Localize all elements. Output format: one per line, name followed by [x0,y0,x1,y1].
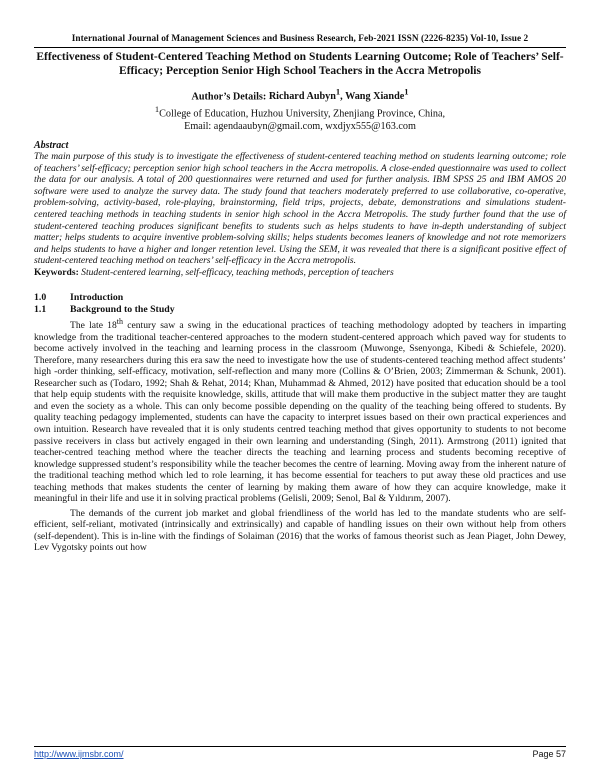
keywords [34,267,566,279]
body-text [34,316,566,554]
author-details: Author’s Details: Richard Aubyn$^1$, Wang Xiande$^1$ [191,87,409,103]
paper-title: Effectiveness of Student-Centered Teaching Method on Students Learning Outcome; Role of Teachers’ Self-Efficacy; Perception Senior High School Teachers in the Accra Metropolis [36,51,564,77]
keywords-label: Keywords: [34,266,79,278]
ordinal-sup: th [116,316,124,326]
section-number: 1.1 [34,304,47,316]
author-email: Email: agendaaubyn@gmail.com, wxdjyx555@163.com [184,121,416,133]
author-name: Wang Xiande [345,91,405,103]
page-footer [34,746,566,759]
section-title: Introduction [70,292,124,304]
abstract-text: The main purpose of this study is to investigate the effectiveness of student-centered teaching method on students learning outcome; role of teachers’ self-efficacy; perception senior high school teachers in the Accra metropolis. A close-ended questionnaire was used to collect the data for our analysis. A total of 200 questionnaires were returned and used for further analysis. IBM SPSS 25 and IBM AMOS 20 software were used to analyze the survey data. The study found that teachers moderately preferred to use collaborative, co-operative, problem-solving, activity-based, role-playing, brainstorming, field trips, projects, debate, demonstrations and simulations student-centered teaching methods in teaching students in senior high school in the Accra Metropolis. The study further found that the use of student-centered teaching produces significant benefits to students such as helps students to have in-depth understanding of subject matter; helps students to acquire inventive problem-solving skills; helps students becomes leaners of knowledge and not rote memorizers and helps students to have a higher and longer retention level. Using the SEM, it was revealed that there is a significant positive effect of student-centered teaching method on teachers’ self-efficacy in the Accra metropolis. [34,151,566,267]
section-heading-background [34,304,566,316]
author-sup: 1 [335,87,341,97]
section-number: 1.0 [34,292,47,304]
page-number: Page 57 [532,749,566,759]
journal-url-link[interactable]: http://www.ijmsbr.com/ [34,749,124,759]
abstract-heading: Abstract [34,139,69,151]
section-heading-introduction [34,292,566,304]
affiliation-text: College of Education, Huzhou University, Zhenjiang Province, China, [159,108,446,120]
body-paragraph: The demands of the current job market and global friendliness of the world has led to the mandate students who are self-efficient, self-reliant, motivated (intrinsically and extrinsically) and capable of handling issues on their own without help from others (self-dependent). This is in-line with the findings of Solaiman (2016) that the works of famous theorist such as Jean Piaget, John Dewey, Lev Vygotsky points out how [34,507,566,554]
body-paragraph [34,316,566,505]
journal-header: International Journal of Management Sciences and Business Research, Feb-2021 ISSN (2226-8235) Vol-10, Issue 2 [71,34,529,44]
affiliation [34,103,566,121]
section-title: Background to the Study [70,304,175,316]
author-name: Richard Aubyn [268,91,336,103]
paragraph-text: century saw a swing in the educational practices of teaching methodology adopted by teachers in imparting knowledge from the traditional teacher-centered approaches to the modern student-centered approach which paved way for students to become actively involved in the teaching and learning process in the classroom (Muwonge, Ssenyonga, Kibedi & Schiefele, 2020). Therefore, many researchers during this era saw the need to investigate how the use of students-centered teaching method affect students’ high -order thinking, self-efficacy, motivation, self-reflection and many more (Collins & O’Brien, 2003; Zimmerman & Schunk, 2001). Researcher such as (Todaro, 1992; Shah & Rehat, 2014; Khan, Muhammad & Ahmed, 2012) have posited that education should be a tool that help equip students with the requisite knowledge, skills, attitude that will make them productive in the subject matter they are taught and even the society as a whole. This can only become possible depending on the quality of the teaching being offered to students. By quality teaching pedagogy implemented, students can have the capacity to interpret issues based on their own practical experiences and own intuition. Research have revealed that it is only students centred teaching method that gives opportunity to students to not become passive receivers in class but actively engaged in their own learning and understanding (Singh, 2011). Armstrong (2011) ignited that teacher-centred teaching method where the teacher directs the teaching and learning process and students becoming receptive of knowledge suppressed student’s responsibility while the teacher becomes the centre of learning. Moving away from the inherent nature of the traditional teaching method which led to role learning, it has become essential for teachers to put away these old practices and use teaching methods that makes students the center of learning by making them aware of how they can acquire knowledge, make it meaningful in their life and use it in solving practical problems (Gelisli, 2009; Senol, Bal & Yıldırım, 2007). [34,320,566,505]
paragraph-text: The late 18 [70,320,117,332]
author-sup: 1 [404,87,409,97]
affiliation-sup: 1 [154,104,160,115]
header-rule [34,47,566,48]
authors-label: Author’s Details: [191,91,267,103]
keywords-text: Student-centered learning, self-efficacy, teaching methods, perception of teachers [81,266,394,278]
